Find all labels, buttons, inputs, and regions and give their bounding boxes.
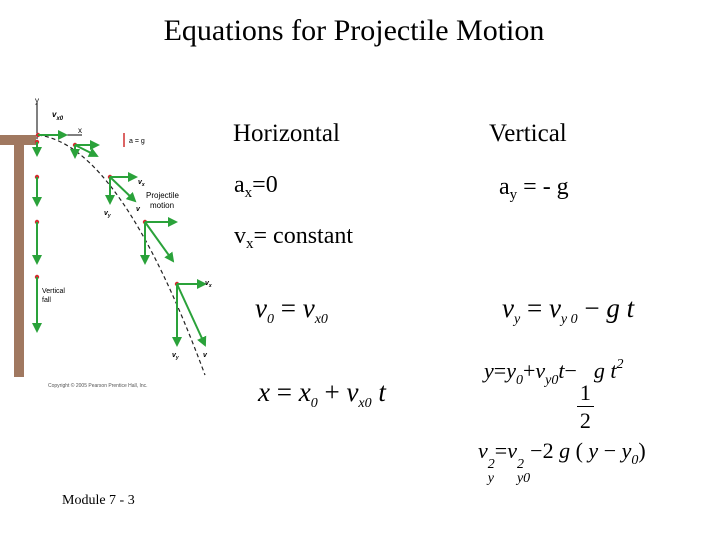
vx-label-2: $v_x$ xyxy=(205,280,212,289)
projectile-motion-label-2: motion xyxy=(150,201,175,210)
projectile-motion-label-1: Projectile xyxy=(146,191,179,200)
v-label-2: v xyxy=(203,352,207,359)
v-label: v xyxy=(136,206,140,213)
projectile-figure xyxy=(0,95,225,395)
vertical-fall-label-2: fall xyxy=(42,297,51,304)
page-title: Equations for Projectile Motion xyxy=(163,14,545,47)
copyright-text: Copyright © 2005 Pearson Prentice Hall, Inc. xyxy=(48,383,148,389)
footer-module-label: Module 7 - 3 xyxy=(62,493,135,508)
projectile-arrows-group xyxy=(36,133,205,345)
eq-x: $x = x_0 + v_{x0}$ t xyxy=(258,377,386,411)
eq-vy: $v_y = v_{y 0} - g$ t xyxy=(502,293,635,327)
trajectory-curve xyxy=(38,135,205,375)
vertical-fall-label-1: Vertical xyxy=(42,288,65,295)
table-top xyxy=(0,135,36,145)
eq-y: $y=y_0+v_{y0}t-$ $\frac{1}{2}$ g $t^2$ xyxy=(484,357,624,433)
table-leg xyxy=(14,145,24,377)
eq-vx: $v_x=$ constant xyxy=(234,223,354,252)
x-axis-label: x xyxy=(78,126,82,135)
eq-ay: $a_y$ = - g xyxy=(499,174,569,203)
eq-v0: $v_0 = v_{x0}$ xyxy=(255,293,328,327)
vx-label-1: $v_x$ xyxy=(138,179,145,188)
vertical-header: Vertical xyxy=(489,120,567,147)
vy-label-1: $v_y$ xyxy=(104,210,111,219)
vertical-fall-group xyxy=(35,140,39,331)
accel-label: a = g xyxy=(129,138,145,145)
eq-ax: $a_x=0$ xyxy=(234,172,278,201)
eq-vy2: v 2 y =v 2 y0 −2 g ( $y - y_0$) xyxy=(478,438,646,486)
vy-label-2: $v_y$ xyxy=(172,352,179,361)
horizontal-header: Horizontal xyxy=(233,120,340,147)
v0-label: $v_{x0}$ xyxy=(52,110,64,122)
y-axis-label: y xyxy=(35,96,39,105)
